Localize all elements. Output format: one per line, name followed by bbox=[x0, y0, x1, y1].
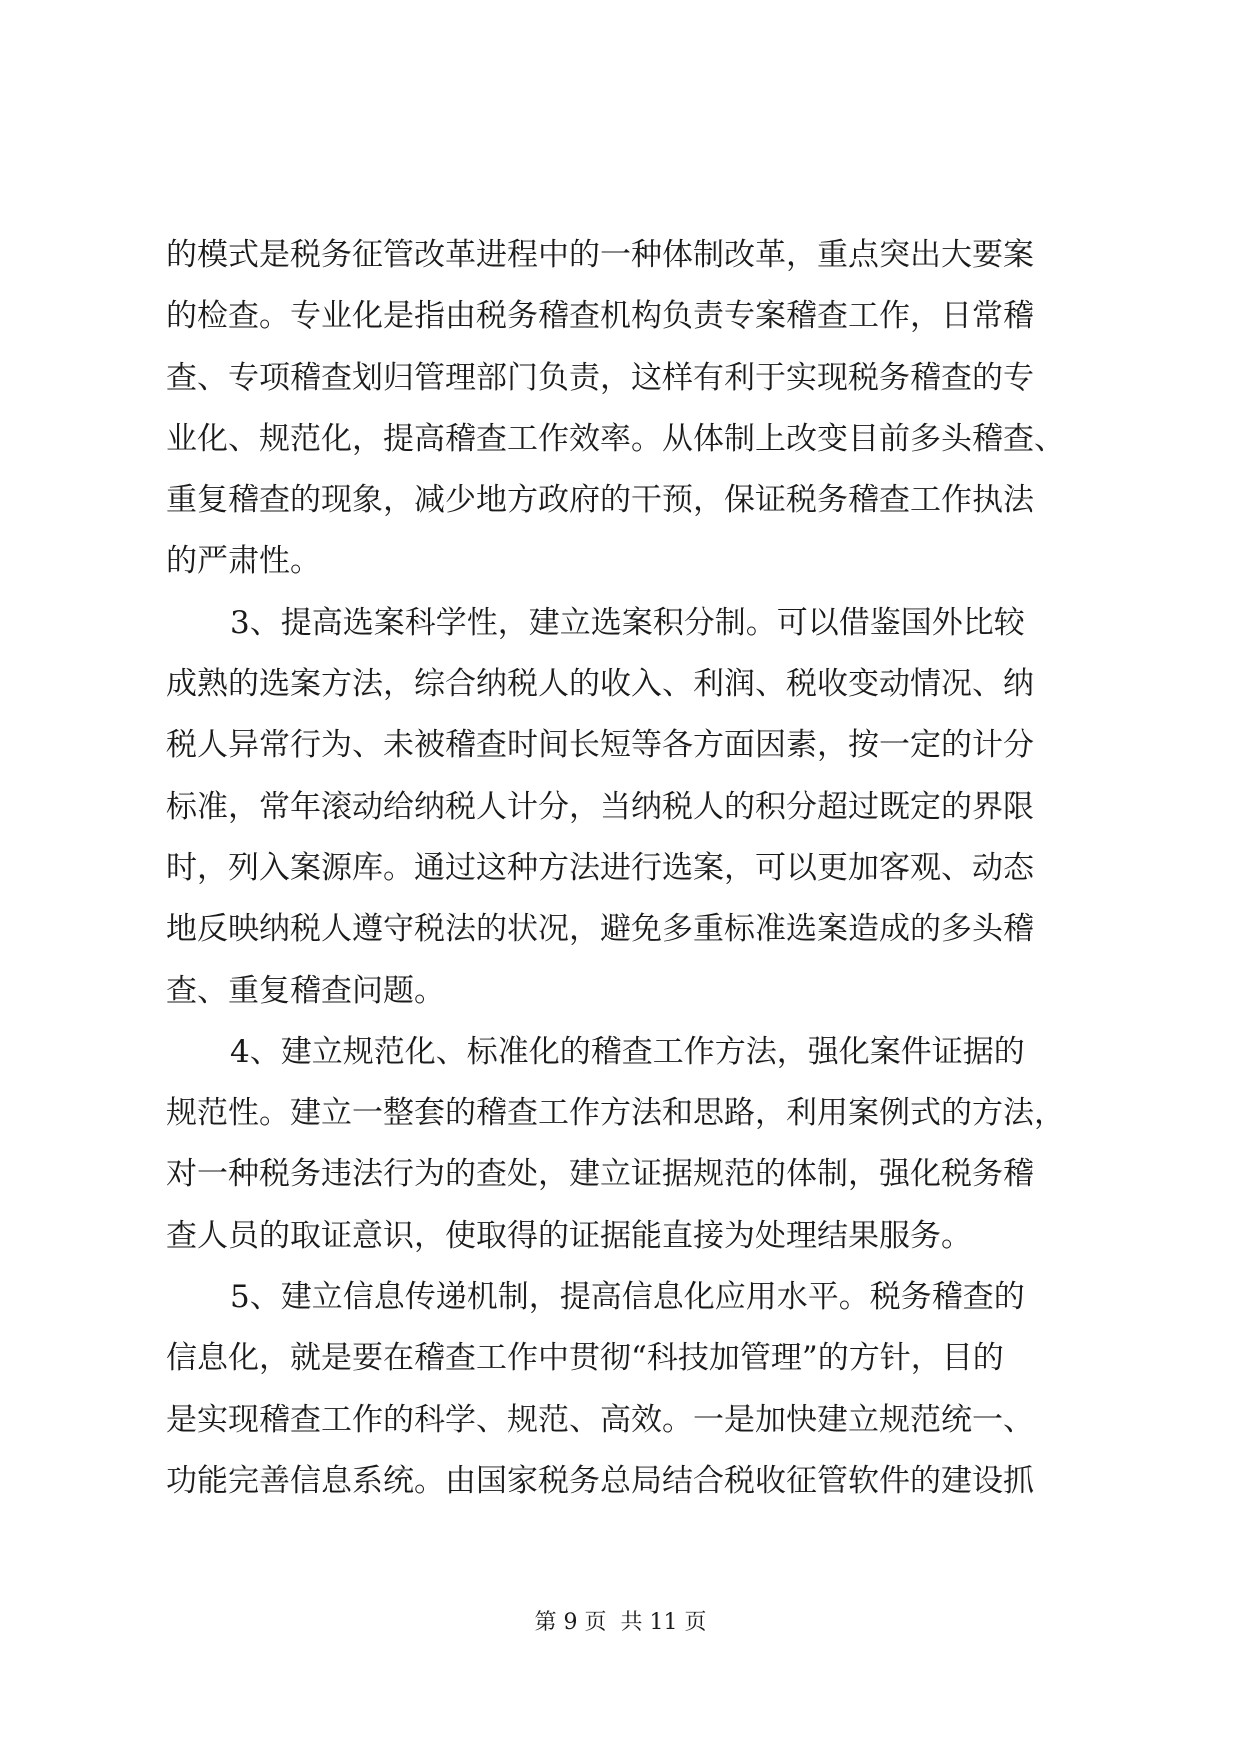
text-line: 时，列入案源库。通过这种方法进行选案，可以更加客观、动态 bbox=[166, 849, 1034, 886]
text-line: 5、建立信息传递机制，提高信息化应用水平。税务稽查的 bbox=[230, 1279, 1025, 1316]
page-number: 第 9 页 bbox=[534, 1610, 607, 1635]
page-footer bbox=[0, 1609, 1241, 1637]
text-line: 成熟的选案方法，综合纳税人的收入、利润、税收变动情况、纳 bbox=[166, 666, 1034, 703]
text-line: 信息化，就是要在稽查工作中贯彻“科技加管理”的方针，目的 bbox=[166, 1340, 1004, 1377]
document-body bbox=[166, 225, 1076, 1512]
text-line: 地反映纳税人遵守税法的状况，避免多重标准选案造成的多头稽 bbox=[166, 911, 1034, 948]
text-line: 的模式是税务征管改革进程中的一种体制改革，重点突出大要案 bbox=[166, 237, 1034, 273]
text-line: 重复稽查的现象，减少地方政府的干预，保证税务稽查工作执法 bbox=[166, 482, 1034, 519]
text-line: 的检查。专业化是指由税务稽查机构负责专案稽查工作，日常稽 bbox=[166, 298, 1034, 335]
text-line: 是实现稽查工作的科学、规范、高效。一是加快建立规范统一、 bbox=[166, 1401, 1034, 1438]
text-line: 查人员的取证意识，使取得的证据能直接为处理结果服务。 bbox=[166, 1217, 972, 1254]
text-line: 标准，常年滚动给纳税人计分，当纳税人的积分超过既定的界限 bbox=[166, 788, 1034, 825]
text-line: 规范性。建立一整套的稽查工作方法和思路，利用案例式的方法， bbox=[166, 1095, 1065, 1132]
page-total: 共 11 页 bbox=[620, 1610, 707, 1635]
text-line: 查、重复稽查问题。 bbox=[166, 972, 445, 1009]
text-line: 功能完善信息系统。由国家税务总局结合税收征管软件的建设抓 bbox=[166, 1462, 1034, 1499]
text-line: 的严肃性。 bbox=[166, 543, 321, 580]
text-line: 业化、规范化，提高稽查工作效率。从体制上改变目前多头稽查、 bbox=[166, 420, 1065, 457]
text-line: 3、提高选案科学性，建立选案积分制。可以借鉴国外比较 bbox=[230, 604, 1025, 641]
text-line: 4、建立规范化、标准化的稽查工作方法，强化案件证据的 bbox=[230, 1033, 1025, 1070]
text-line: 对一种税务违法行为的查处，建立证据规范的体制，强化税务稽 bbox=[166, 1156, 1034, 1193]
text-line: 查、专项稽查划归管理部门负责，这样有利于实现税务稽查的专 bbox=[166, 359, 1034, 396]
text-line: 税人异常行为、未被稽查时间长短等各方面因素，按一定的计分 bbox=[166, 727, 1034, 764]
